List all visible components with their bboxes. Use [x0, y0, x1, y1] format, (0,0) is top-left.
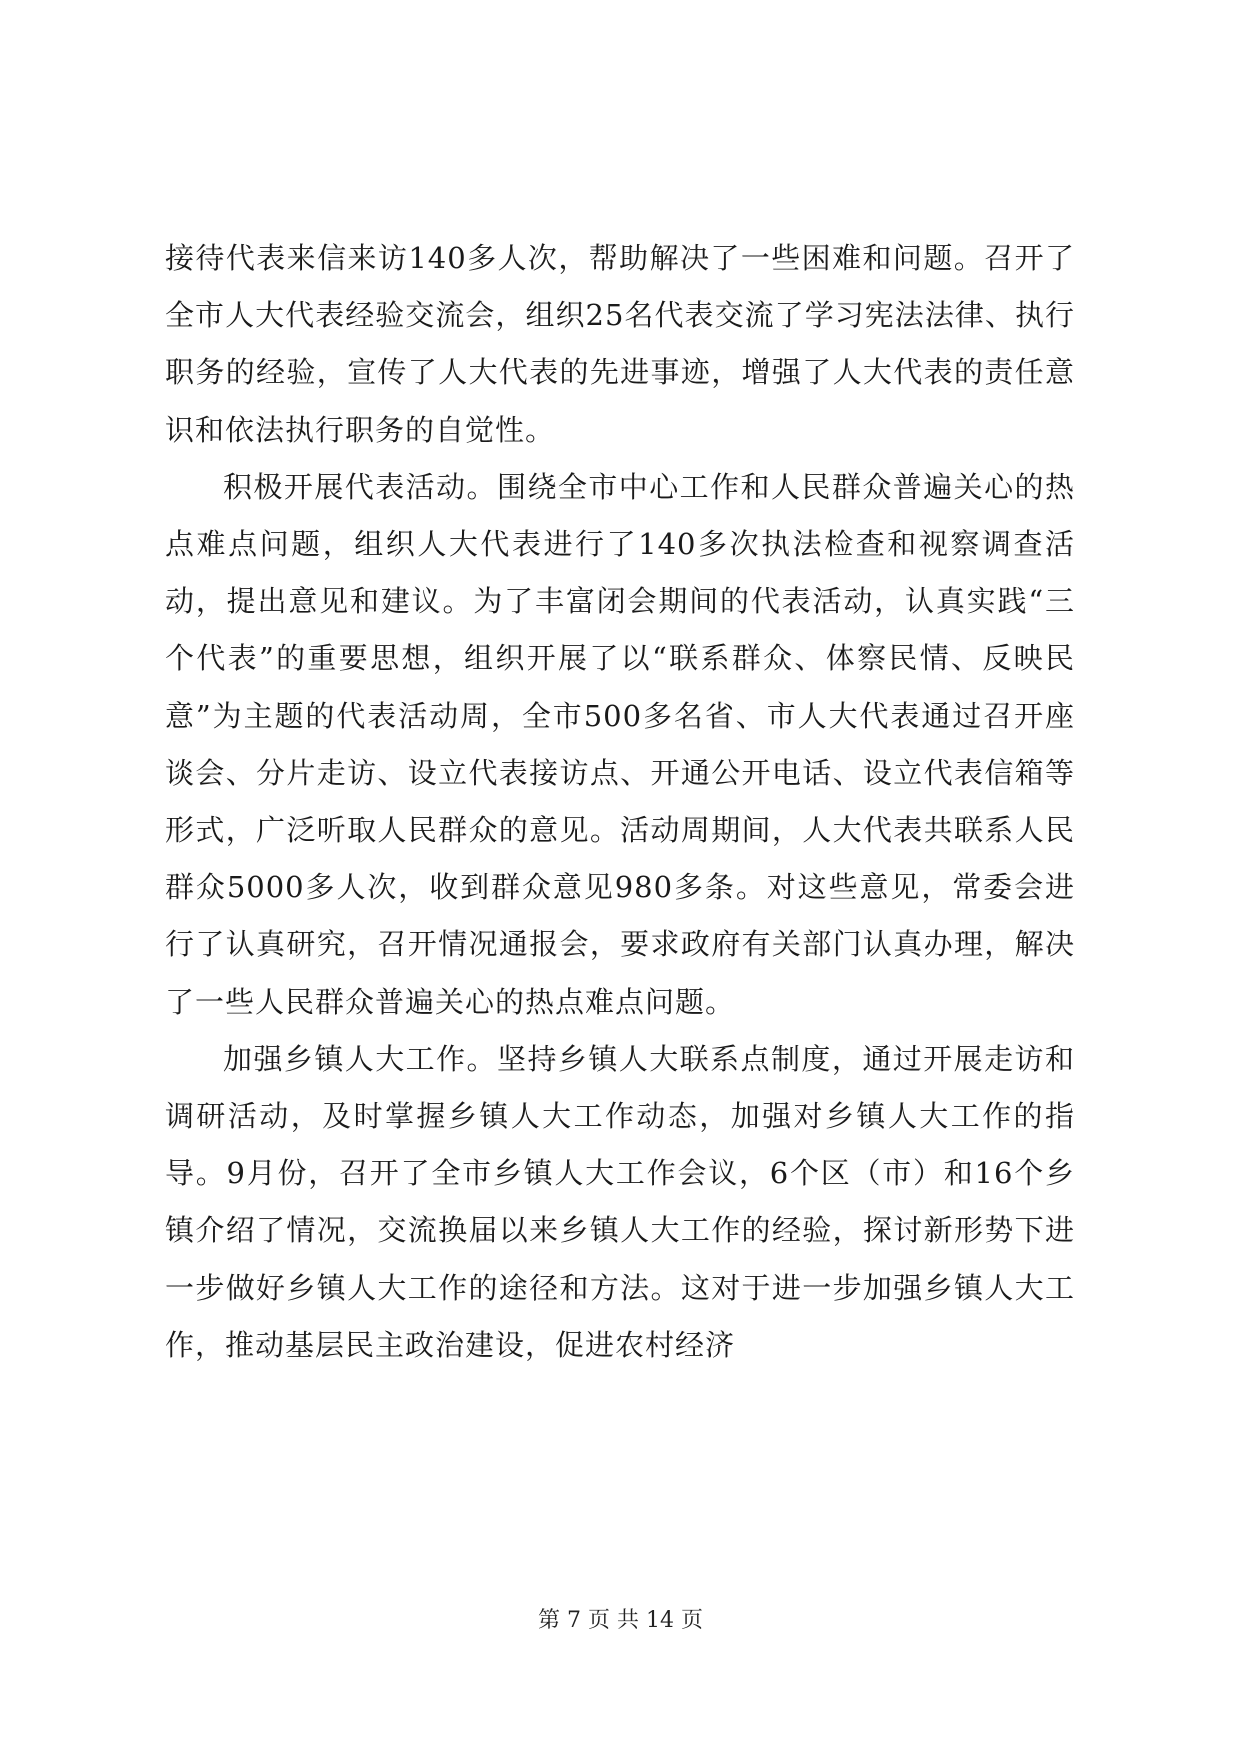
paragraph-3: 加强乡镇人大工作。坚持乡镇人大联系点制度，通过开展走访和调研活动，及时掌握乡镇人大工作动态，加强对乡镇人大工作的指导。9月份，召开了全市乡镇人大工作会议，6个区（市）和16个乡镇介绍了情况，交流换届以来乡镇人大工作的经验，探讨新形势下进一步做好乡镇人大工作的途径和方法。这对于进一步加强乡镇人大工作，推动基层民主政治建设，促进农村经济: [165, 1041, 1075, 1362]
paragraph-1: 接待代表来信来访140多人次，帮助解决了一些困难和问题。召开了全市人大代表经验交流会，组织25名代表交流了学习宪法法律、执行职务的经验，宣传了人大代表的先进事迹，增强了人大代表的责任意识和依法执行职务的自觉性。: [165, 241, 1075, 447]
document-body: [165, 230, 1075, 1374]
paragraph-2: 积极开展代表活动。围绕全市中心工作和人民群众普遍关心的热点难点问题，组织人大代表进行了140多次执法检查和视察调查活动，提出意见和建议。为了丰富闭会期间的代表活动，认真实践“三个代表”的重要思想，组织开展了以“联系群众、体察民情、反映民意”为主题的代表活动周，全市500多名省、市人大代表通过召开座谈会、分片走访、设立代表接访点、开通公开电话、设立代表信箱等形式，广泛听取人民群众的意见。活动周期间，人大代表共联系人民群众5000多人次，收到群众意见980多条。对这些意见，常委会进行了认真研究，召开情况通报会，要求政府有关部门认真办理，解决了一些人民群众普遍关心的热点难点问题。: [165, 469, 1075, 1019]
page-number-footer: 第 7 页 共 14 页: [538, 1608, 703, 1633]
